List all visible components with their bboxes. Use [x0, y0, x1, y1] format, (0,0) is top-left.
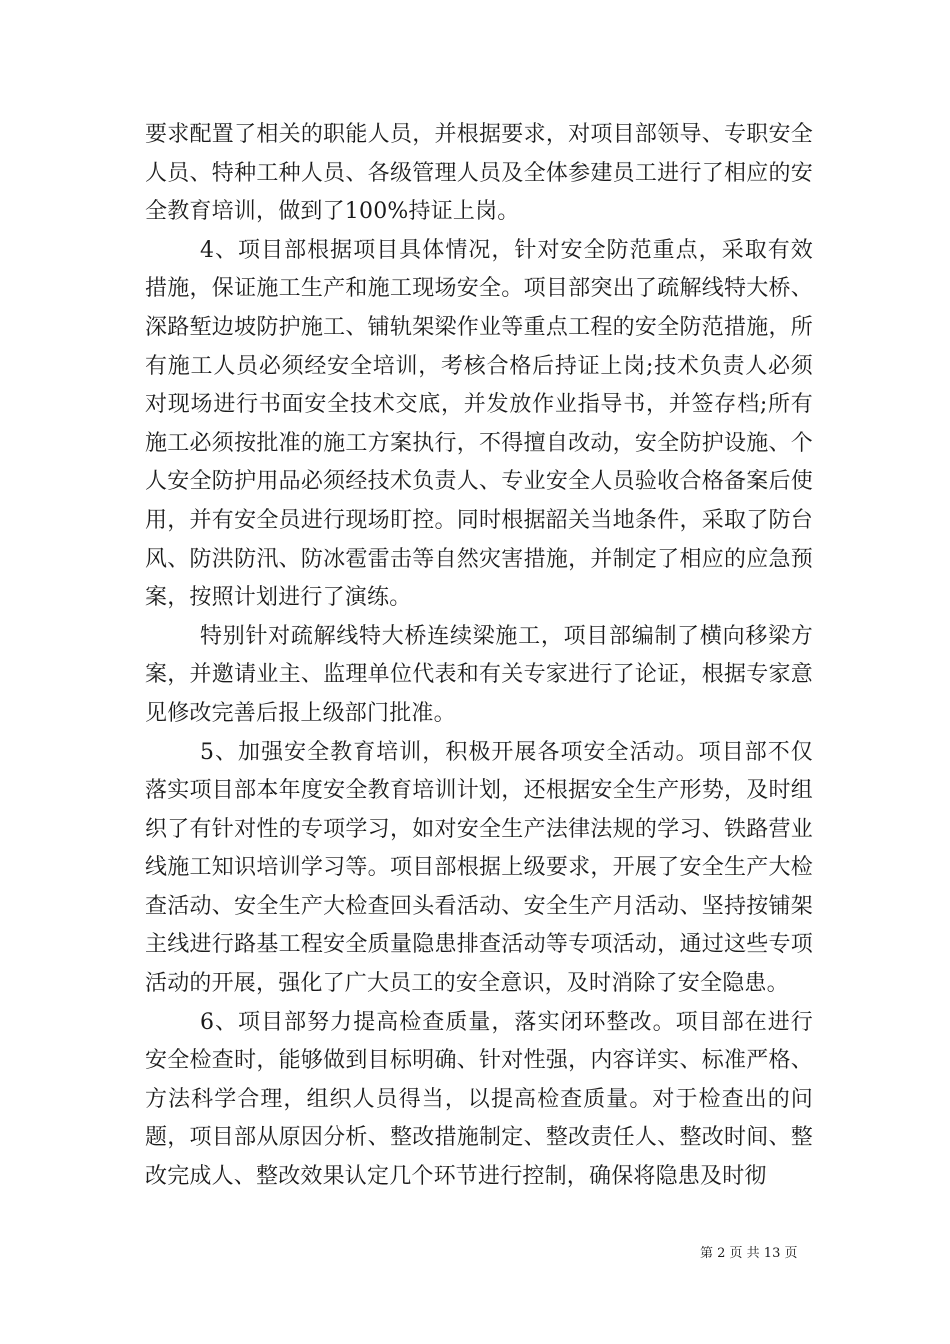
paragraph-item-6: 6、项目部努力提高检查质量，落实闭环整改。项目部在进行安全检查时，能够做到目标明确、针对性强，内容详实、标准严格、方法科学合理，组织人员得当，以提高检查质量。对于检查出的问题，项目部从原因分析、整改措施制定、整改责任人、整改时间、整改完成人、整改效果认定几个环节进行控制，确保将隐患及时彻 [145, 1009, 813, 1190]
paragraph-special-measures: 特别针对疏解线特大桥连续梁施工，项目部编制了横向移梁方案，并邀请业主、监理单位代表和有关专家进行了论证，根据专家意见修改完善后报上级部门批准。 [145, 623, 813, 726]
paragraph-continuation: 要求配置了相关的职能人员，并根据要求，对项目部领导、专职安全人员、特种工种人员、各级管理人员及全体参建员工进行了相应的安全教育培训，做到了100%持证上岗。 [145, 122, 813, 225]
page-number-footer: 第 2 页 共 13 页 [700, 1246, 798, 1261]
paragraph-item-5: 5、加强安全教育培训，积极开展各项安全活动。项目部不仅落实项目部本年度安全教育培训计划，还根据安全生产形势，及时组织了有针对性的专项学习，如对安全生产法律法规的学习、铁路营业线施工知识培训学习等。项目部根据上级要求，开展了安全生产大检查活动、安全生产大检查回头看活动、安全生产月活动、坚持按铺架主线进行路基工程安全质量隐患排查活动等专项活动，通过这些专项活动的开展，强化了广大员工的安全意识，及时消除了安全隐患。 [145, 739, 813, 997]
document-body [145, 116, 813, 1197]
paragraph-item-4: 4、项目部根据项目具体情况，针对安全防范重点，采取有效措施，保证施工生产和施工现场安全。项目部突出了疏解线特大桥、深路堑边坡防护施工、铺轨架梁作业等重点工程的安全防范措施，所有施工人员必须经安全培训，考核合格后持证上岗;技术负责人必须对现场进行书面安全技术交底，并发放作业指导书，并签存档;所有施工必须按批准的施工方案执行，不得擅自改动，安全防护设施、个人安全防护用品必须经技术负责人、专业安全人员验收合格备案后使用，并有安全员进行现场盯控。同时根据韶关当地条件，采取了防台风、防洪防汛、防冰雹雷击等自然灾害措施，并制定了相应的应急预案，按照计划进行了演练。 [145, 237, 813, 611]
